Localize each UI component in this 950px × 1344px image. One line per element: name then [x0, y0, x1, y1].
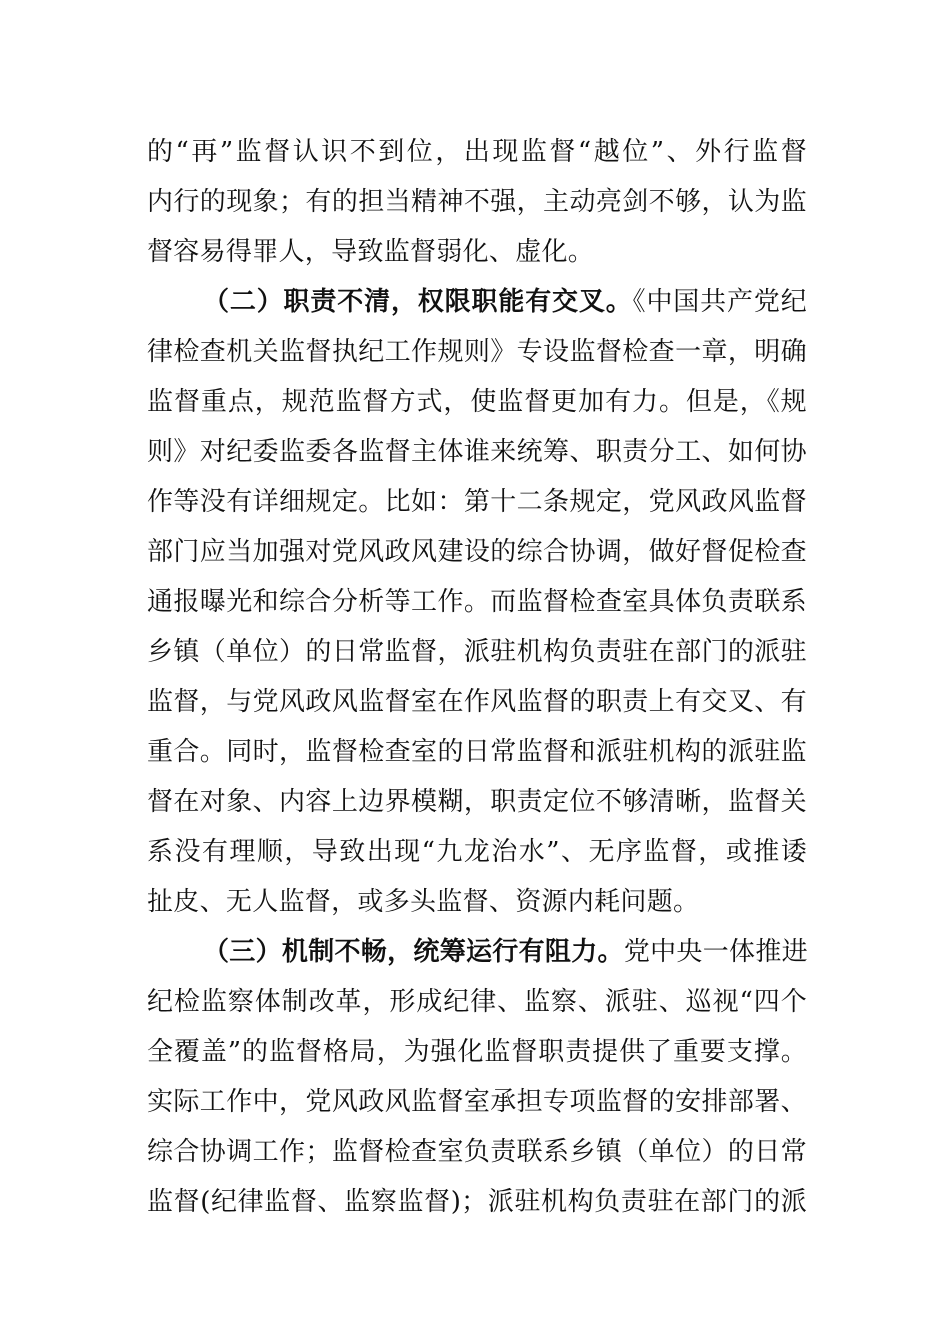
text-line: 监督，与党风政风监督室在作风监督的职责上有交叉、有	[147, 687, 807, 717]
section-heading: （二）职责不清，权限职能有交叉。	[203, 287, 633, 317]
text-line: 通报曝光和综合分析等工作。而监督检查室具体负责联系	[147, 587, 807, 617]
text-line: 则》对纪委监委各监督主体谁来统筹、职责分工、如何协	[147, 437, 807, 467]
text-line: 纪检监察体制改革，形成纪律、监察、派驻、巡视“四个	[147, 987, 807, 1017]
text-line: 律检查机关监督执纪工作规则》专设监督检查一章，明确	[147, 337, 807, 367]
text-line: 监督重点，规范监督方式，使监督更加有力。但是，《规	[147, 387, 807, 417]
section-heading-line	[147, 927, 807, 977]
text-line: 内行的现象；有的担当精神不强，主动亮剑不够，认为监	[147, 187, 807, 217]
text-line: 扯皮、无人监督，或多头监督、资源内耗问题。	[147, 887, 700, 917]
text-line: 监督(纪律监督、监察监督)；派驻机构负责驻在部门的派	[147, 1187, 807, 1217]
section-heading-line	[147, 277, 807, 327]
text-line: 督容易得罪人，导致监督弱化、虚化。	[147, 237, 595, 267]
text-line: 系没有理顺，导致出现“九龙治水”、无序监督，或推诿	[147, 837, 807, 867]
text-line: 综合协调工作；监督检查室负责联系乡镇（单位）的日常	[147, 1137, 807, 1167]
text-line: 重合。同时，监督检查室的日常监督和派驻机构的派驻监	[147, 737, 807, 767]
text-line: 部门应当加强对党风政风建设的综合协调，做好督促检查	[147, 537, 807, 567]
text-line: 作等没有详细规定。比如：第十二条规定，党风政风监督	[147, 487, 807, 517]
body-text	[147, 127, 807, 1227]
text-segment: 《中国共产党纪	[632, 287, 807, 317]
text-line: 实际工作中，党风政风监督室承担专项监督的安排部署、	[147, 1087, 807, 1117]
section-heading: （三）机制不畅，统筹运行有阻力。	[203, 937, 624, 967]
text-line: 的“再”监督认识不到位，出现监督“越位”、外行监督	[147, 137, 807, 167]
text-line: 乡镇（单位）的日常监督，派驻机构负责驻在部门的派驻	[147, 637, 807, 667]
text-line: 全覆盖”的监督格局，为强化监督职责提供了重要支撑。	[147, 1037, 807, 1067]
text-line: 督在对象、内容上边界模糊，职责定位不够清晰，监督关	[147, 787, 807, 817]
text-segment: 党中央一体推进	[623, 937, 808, 967]
